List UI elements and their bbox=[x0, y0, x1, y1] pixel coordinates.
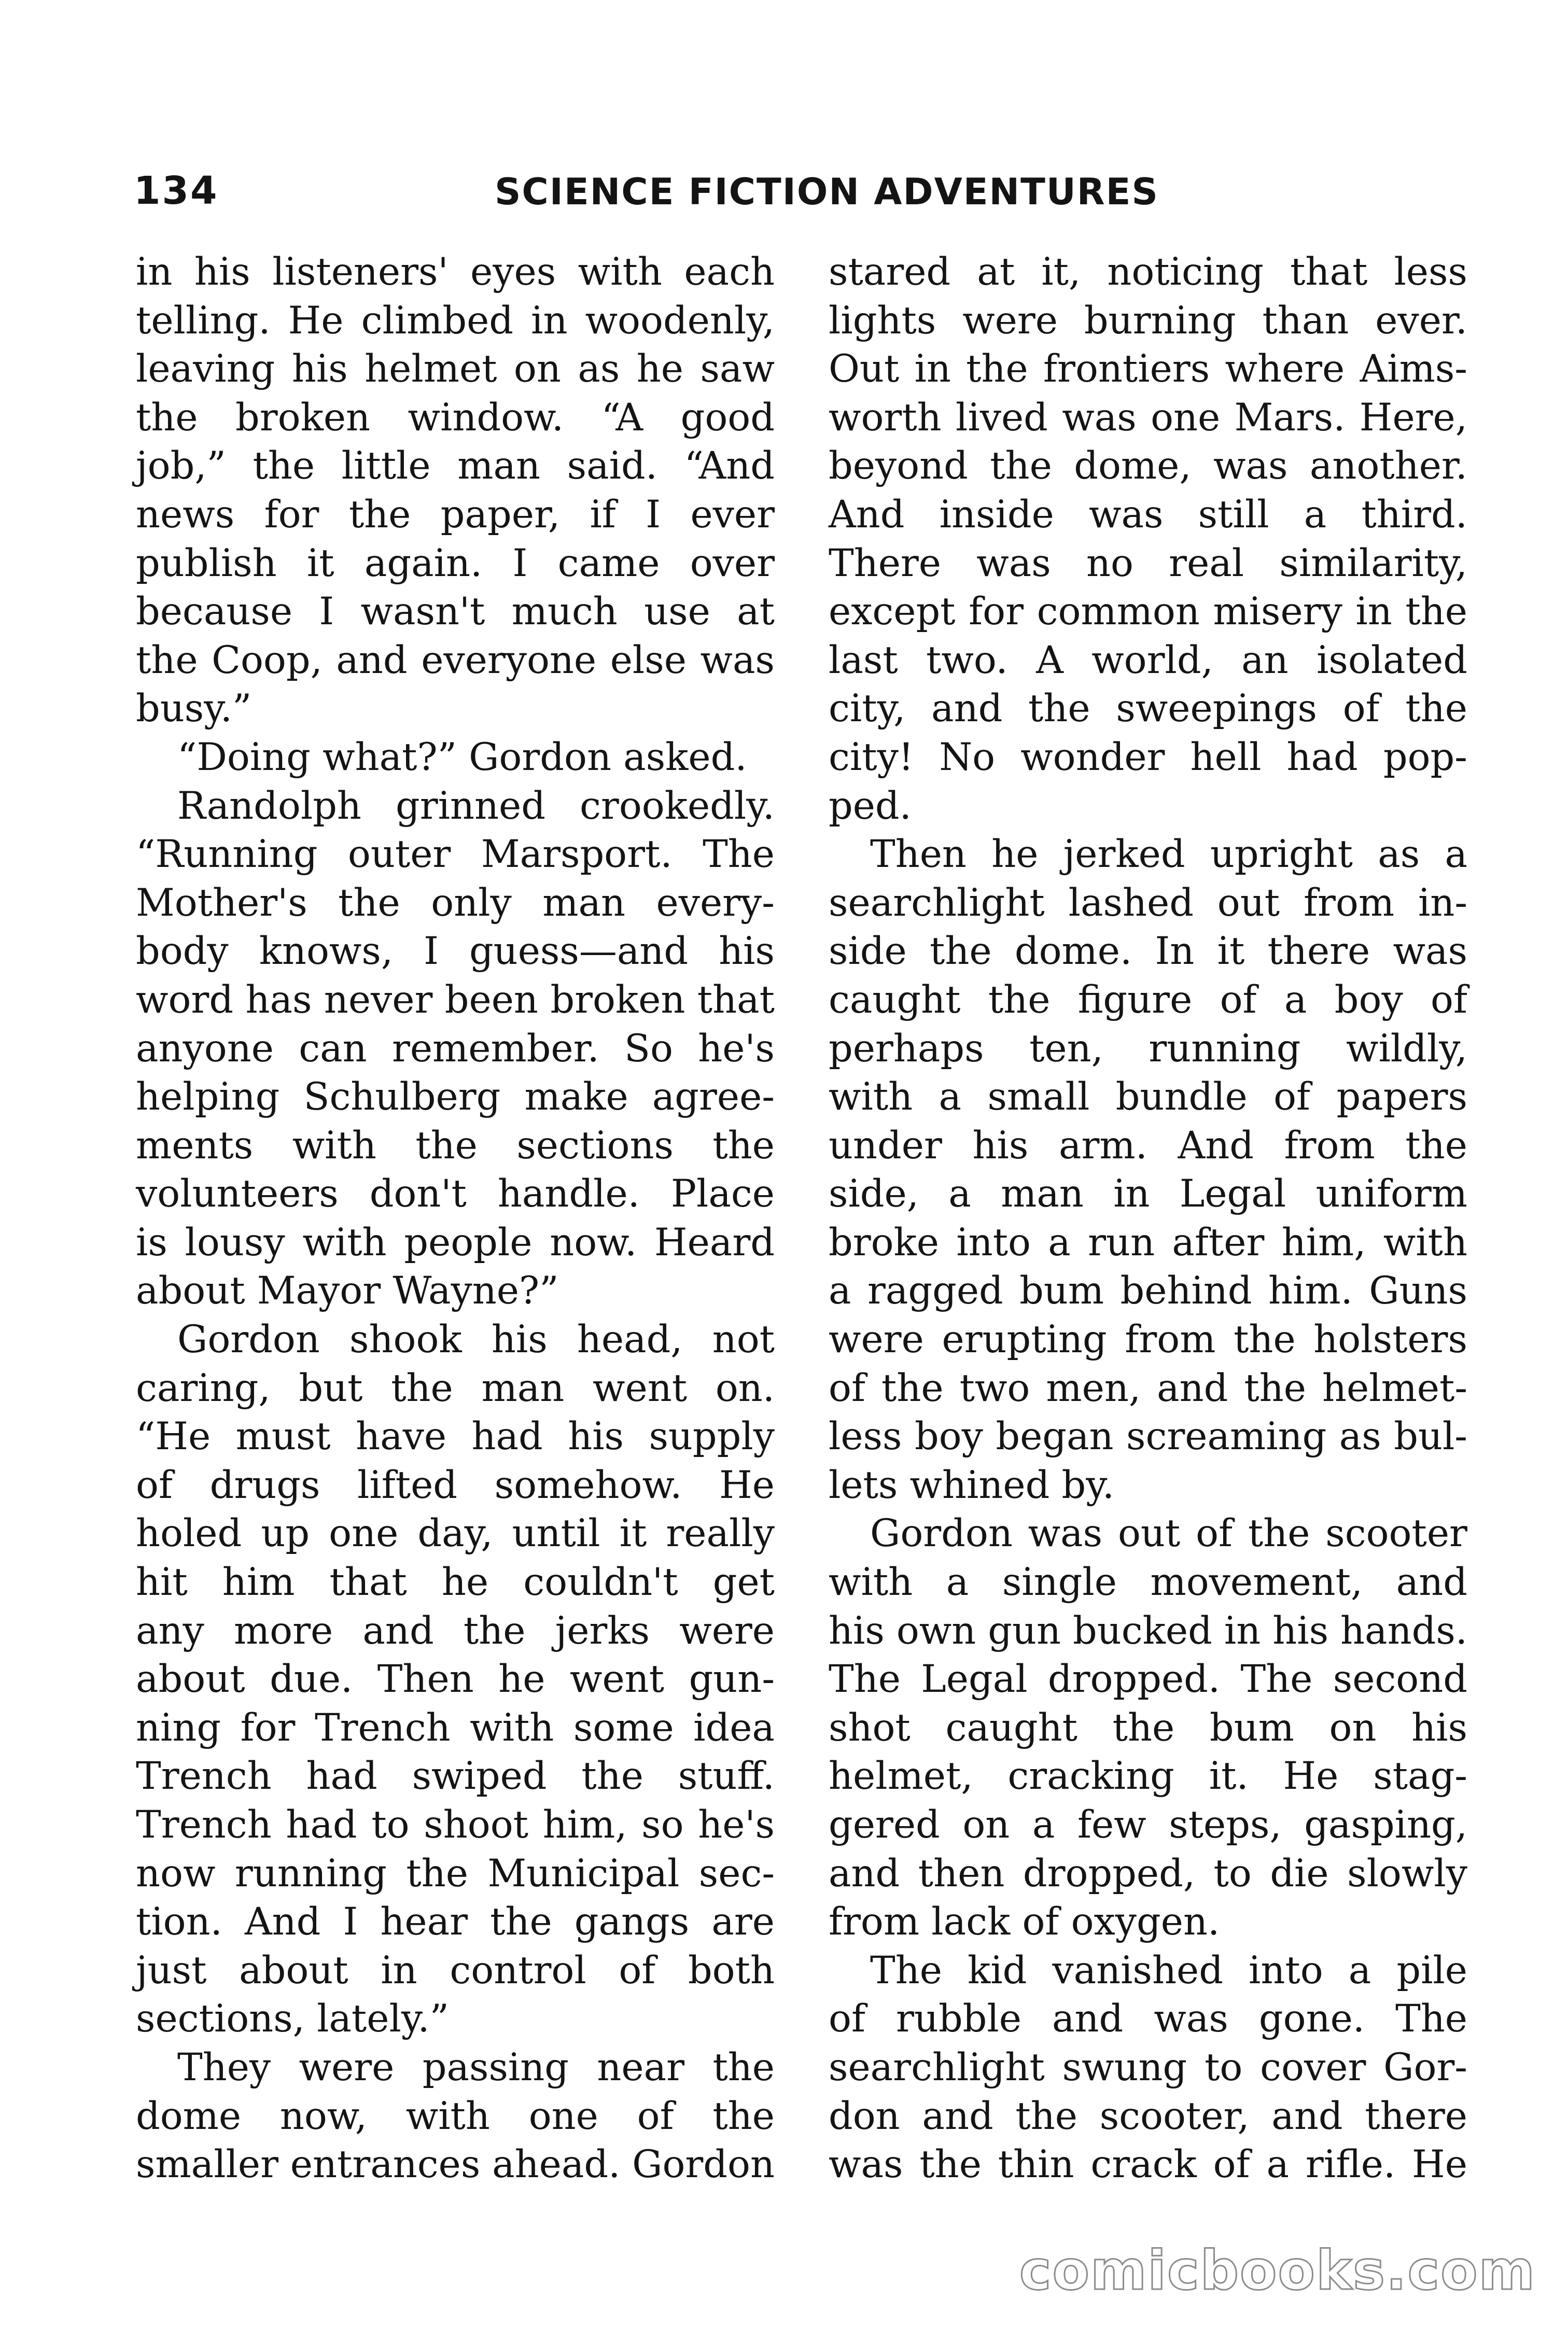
text-line: There was no real similarity, bbox=[829, 541, 1467, 585]
text-line: a ragged bum behind him. Guns bbox=[829, 1269, 1467, 1313]
text-line: ments with the sections the bbox=[136, 1123, 775, 1168]
text-line: ning for Trench with some idea bbox=[136, 1705, 775, 1750]
text-line: last two. A world, an isolated bbox=[829, 638, 1467, 682]
text-line: with a single movement, and bbox=[829, 1560, 1467, 1605]
text-line: tion. And I hear the gangs are bbox=[136, 1900, 775, 1944]
text-line: helmet, cracking it. He stag- bbox=[829, 1754, 1467, 1799]
text-line: news for the paper, if I ever bbox=[136, 492, 775, 537]
text-line: now running the Municipal sec- bbox=[136, 1851, 775, 1896]
text-line: anyone can remember. So he's bbox=[136, 1026, 775, 1071]
text-line: side the dome. In it there was bbox=[829, 929, 1467, 974]
text-column-left bbox=[136, 248, 775, 2189]
text-line: about due. Then he went gun- bbox=[136, 1657, 775, 1702]
text-line: lets whined by. bbox=[829, 1463, 1115, 1507]
text-line: city, and the sweepings of the bbox=[829, 686, 1467, 731]
text-line: word has never been broken that bbox=[136, 977, 775, 1022]
text-line: about Mayor Wayne?” bbox=[136, 1269, 559, 1313]
text-line: under his arm. And from the bbox=[829, 1123, 1467, 1168]
text-line: city! No wonder hell had pop- bbox=[829, 735, 1467, 779]
text-line: telling. He climbed in woodenly, bbox=[136, 298, 775, 343]
text-line: volunteers don't handle. Place bbox=[136, 1172, 775, 1216]
text-line: any more and the jerks were bbox=[136, 1608, 775, 1653]
text-line: They were passing near the bbox=[177, 2045, 775, 2090]
text-line: Gordon was out of the scooter bbox=[870, 1511, 1467, 1556]
text-line: Then he jerked upright as a bbox=[870, 832, 1467, 877]
text-line: because I wasn't much use at bbox=[136, 590, 775, 634]
text-line: ped. bbox=[829, 783, 912, 828]
text-line: smaller entrances ahead. Gordon bbox=[136, 2142, 775, 2187]
text-line: holed up one day, until it really bbox=[136, 1511, 775, 1556]
text-line: Trench had swiped the stuff. bbox=[136, 1754, 775, 1799]
text-line: with a small bundle of papers bbox=[829, 1075, 1467, 1119]
text-line: And inside was still a third. bbox=[829, 492, 1467, 537]
text-line: Out in the frontiers where Aims- bbox=[829, 347, 1467, 391]
text-line: Randolph grinned crookedly. bbox=[177, 783, 775, 828]
text-line: helping Schulberg make agree- bbox=[136, 1075, 775, 1119]
text-line: side, a man in Legal uniform bbox=[829, 1172, 1467, 1216]
text-line: dome now, with one of the bbox=[136, 2094, 775, 2138]
text-line: less boy began screaming as bul- bbox=[829, 1414, 1467, 1459]
text-line: from lack of oxygen. bbox=[829, 1900, 1220, 1944]
text-line: perhaps ten, running wildly, bbox=[829, 1026, 1467, 1071]
text-line: The Legal dropped. The second bbox=[829, 1657, 1467, 1702]
text-line: sections, lately.” bbox=[136, 1997, 449, 2041]
text-line: searchlight lashed out from in- bbox=[829, 880, 1467, 925]
text-line: of the two men, and the helmet- bbox=[829, 1366, 1467, 1410]
text-line: leaving his helmet on as he saw bbox=[136, 347, 775, 391]
text-column-right bbox=[829, 248, 1467, 2189]
text-line: “Doing what?” Gordon asked. bbox=[177, 735, 747, 779]
text-line: were erupting from the holsters bbox=[829, 1317, 1467, 1362]
text-line: publish it again. I came over bbox=[136, 541, 775, 585]
text-line: the Coop, and everyone else was bbox=[136, 638, 775, 682]
text-line: searchlight swung to cover Gor- bbox=[829, 2045, 1467, 2090]
running-title: SCIENCE FICTION ADVENTURES bbox=[495, 171, 1159, 213]
text-line: his own gun bucked in his hands. bbox=[829, 1608, 1467, 1653]
page-header bbox=[134, 169, 1311, 226]
text-line: broke into a run after him, with bbox=[829, 1220, 1467, 1265]
text-line: lights were burning than ever. bbox=[829, 298, 1467, 343]
text-line: the broken window. “A good bbox=[136, 395, 775, 440]
text-line: worth lived was one Mars. Here, bbox=[829, 395, 1467, 440]
text-line: The kid vanished into a pile bbox=[870, 1948, 1467, 1993]
text-line: hit him that he couldn't get bbox=[136, 1560, 775, 1605]
text-line: job,” the little man said. “And bbox=[136, 444, 775, 488]
text-line: caught the figure of a boy of bbox=[829, 977, 1467, 1022]
text-line: was the thin crack of a rifle. He bbox=[829, 2142, 1467, 2187]
page-number: 134 bbox=[134, 169, 219, 213]
text-line: gered on a few steps, gasping, bbox=[829, 1803, 1467, 1847]
text-line: of rubble and was gone. The bbox=[829, 1997, 1467, 2041]
text-line: shot caught the bum on his bbox=[829, 1705, 1467, 1750]
text-line: don and the scooter, and there bbox=[829, 2094, 1467, 2138]
text-line: except for common misery in the bbox=[829, 590, 1467, 634]
text-line: of drugs lifted somehow. He bbox=[136, 1463, 775, 1507]
text-line: busy.” bbox=[136, 686, 252, 731]
text-line: Trench had to shoot him, so he's bbox=[136, 1803, 775, 1847]
text-line: beyond the dome, was another. bbox=[829, 444, 1467, 488]
text-line: Gordon shook his head, not bbox=[177, 1317, 775, 1362]
text-line: is lousy with people now. Heard bbox=[136, 1220, 775, 1265]
text-line: Mother's the only man every- bbox=[136, 880, 775, 925]
text-line: in his listeners' eyes with each bbox=[136, 250, 775, 294]
watermark: comicbooks.com bbox=[1019, 2239, 1536, 2302]
text-line: stared at it, noticing that less bbox=[829, 250, 1467, 294]
text-line: “He must have had his supply bbox=[136, 1414, 775, 1459]
text-line: just about in control of both bbox=[136, 1948, 775, 1993]
text-line: and then dropped, to die slowly bbox=[829, 1851, 1467, 1896]
text-line: body knows, I guess—and his bbox=[136, 929, 775, 974]
text-line: “Running outer Marsport. The bbox=[136, 832, 775, 877]
text-line: caring, but the man went on. bbox=[136, 1366, 775, 1410]
